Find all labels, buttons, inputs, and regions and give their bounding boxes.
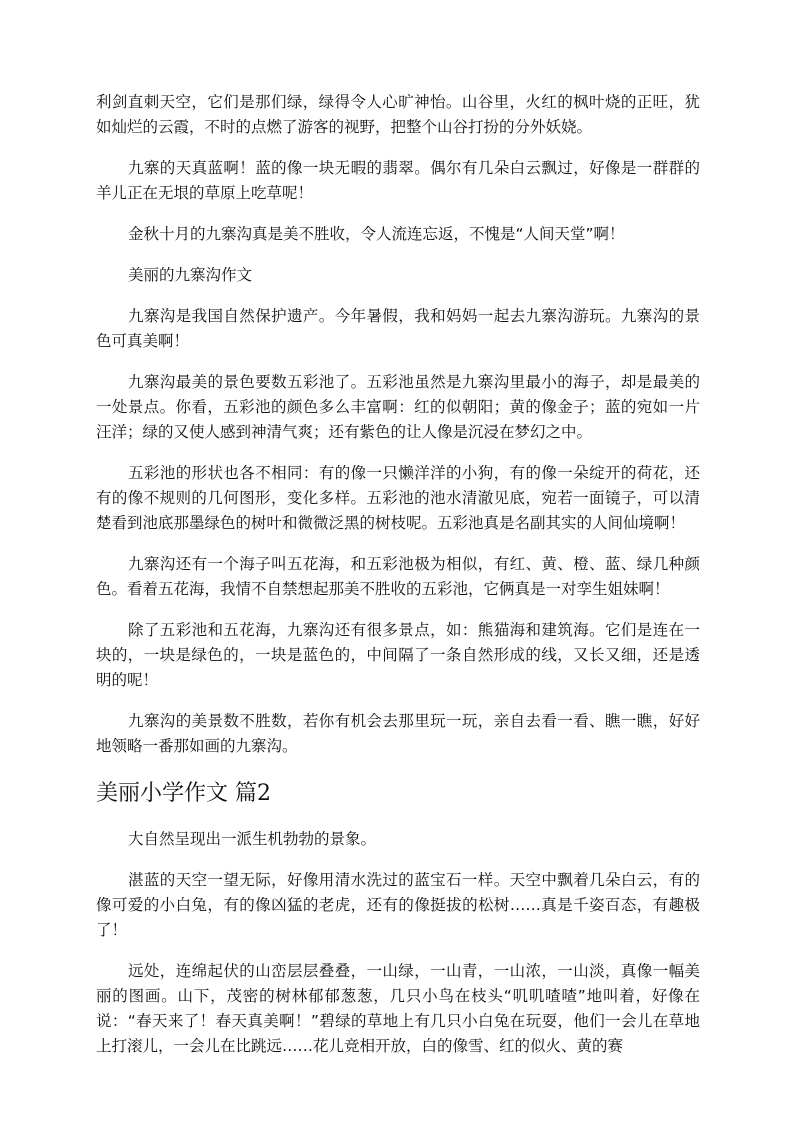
paragraph: 九寨沟最美的景色要数五彩池了。五彩池虽然是九寨沟里最小的海子，却是最美的一处景点。你看，五彩池的颜色多么丰富啊：红的似朝阳；黄的像金子；蓝的宛如一片汪洋；绿的又使人感到神清气爽；还有紫色的让人像是沉浸在梦幻之中。 <box>96 373 700 441</box>
paragraph: 五彩池的形状也各不相同：有的像一只懒洋洋的小狗，有的像一朵绽开的荷花，还有的像不规则的几何图形，变化多样。五彩池的池水清澈见底，宛若一面镜子，可以清楚看到池底那墨绿色的树叶和微微泛黑的树枝呢。五彩池真是名副其实的人间仙境啊！ <box>96 464 700 532</box>
paragraph: 九寨的天真蓝啊！蓝的像一块无暇的翡翠。偶尔有几朵白云飘过，好像是一群群的羊儿正在无垠的草原上吃草呢！ <box>96 159 700 202</box>
paragraph: 湛蓝的天空一望无际，好像用清水洗过的蓝宝石一样。天空中飘着几朵白云，有的像可爱的小白兔，有的像凶猛的老虎，还有的像挺拔的松树……真是千姿百态，有趣极了！ <box>96 871 700 939</box>
document-page <box>96 90 700 1075</box>
paragraph: 九寨沟还有一个海子叫五花海，和五彩池极为相似，有红、黄、橙、蓝、绿几种颜色。看着五花海，我情不自禁想起那美不胜收的五彩池，它俩真是一对孪生姐妹啊！ <box>96 555 700 598</box>
paragraph: 九寨沟的美景数不胜数，若你有机会去那里玩一玩，亲自去看一看、瞧一瞧，好好地领略一番那如画的九寨沟。 <box>96 712 700 755</box>
paragraph: 大自然呈现出一派生机勃勃的景象。 <box>128 830 377 848</box>
paragraph: 金秋十月的九寨沟真是美不胜收，令人流连忘返，不愧是“人间天堂”啊！ <box>128 225 625 243</box>
paragraph: 除了五彩池和五花海，九寨沟还有很多景点，如：熊猫海和建筑海。它们是连在一块的，一块是绿色的，一块是蓝色的，中间隔了一条自然形成的线，又长又细，还是透明的呢！ <box>96 621 700 689</box>
section-heading: 美丽小学作文 篇2 <box>96 781 271 806</box>
subtitle-paragraph: 美丽的九寨沟作文 <box>128 266 253 284</box>
paragraph: 九寨沟是我国自然保护遗产。今年暑假，我和妈妈一起去九寨沟游玩。九寨沟的景色可真美啊！ <box>96 307 700 350</box>
paragraph: 远处，连绵起伏的山峦层层叠叠，一山绿，一山青，一山浓，一山淡，真像一幅美丽的图画。山下，茂密的树林郁郁葱葱，几只小鸟在枝头“叽叽喳喳”地叫着，好像在说：“春天来了！春天真美啊！”碧绿的草地上有几只小白兔在玩耍，他们一会儿在草地上打滚儿，一会儿在比跳远……花儿竞相开放，白的像雪、红的似火、黄的赛 <box>96 962 700 1055</box>
paragraph-continuation: 利剑直刺天空，它们是那们绿，绿得令人心旷神怡。山谷里，火红的枫叶烧的正旺，犹如灿烂的云霞，不时的点燃了游客的视野，把整个山谷打扮的分外妖娆。 <box>96 93 700 136</box>
